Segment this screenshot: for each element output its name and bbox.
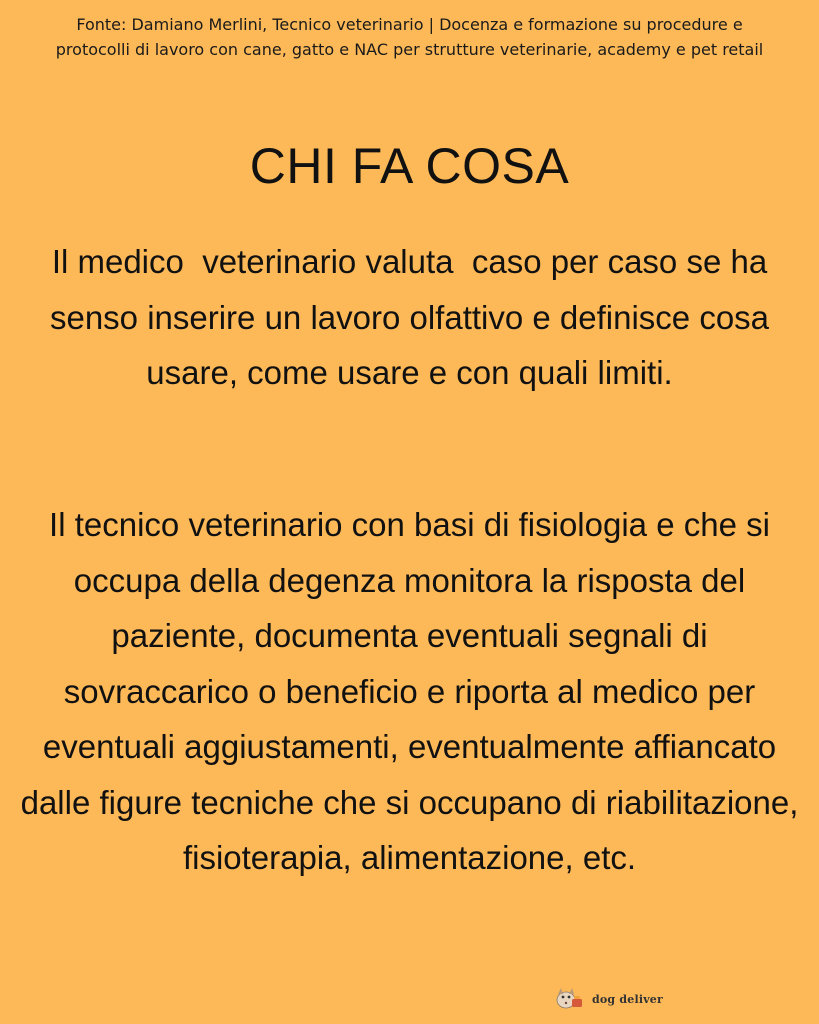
dog-deliver-logo-icon <box>554 985 584 1013</box>
page-title: CHI FA COSA <box>249 138 570 194</box>
logo-text: dog deliver <box>592 992 663 1006</box>
source-credit: Fonte: Damiano Merlini, Tecnico veterinario | Docenza e formazione su procedure e protocolli di lavoro con cane, gatto e NAC per strutture veterinarie, academy e pet retail <box>55 15 764 59</box>
paragraph-veterinarian: Il medico veterinario valuta caso per caso se ha senso inserire un lavoro olfattivo e definisce cosa usare, come usare e con quali limiti. <box>49 243 779 391</box>
paragraph-technician: Il tecnico veterinario con basi di fisiologia e che si occupa della degenza monitora la risposta del paziente, documenta eventuali segnali di sovraccarico o beneficio e riporta al medico per eventuali aggiustamenti, eventualmente affiancato dalle figure tecniche che si occupano di riabilitazione, fisioterapia, alimentazione, etc. <box>20 506 799 876</box>
brand-logo <box>554 985 663 1013</box>
